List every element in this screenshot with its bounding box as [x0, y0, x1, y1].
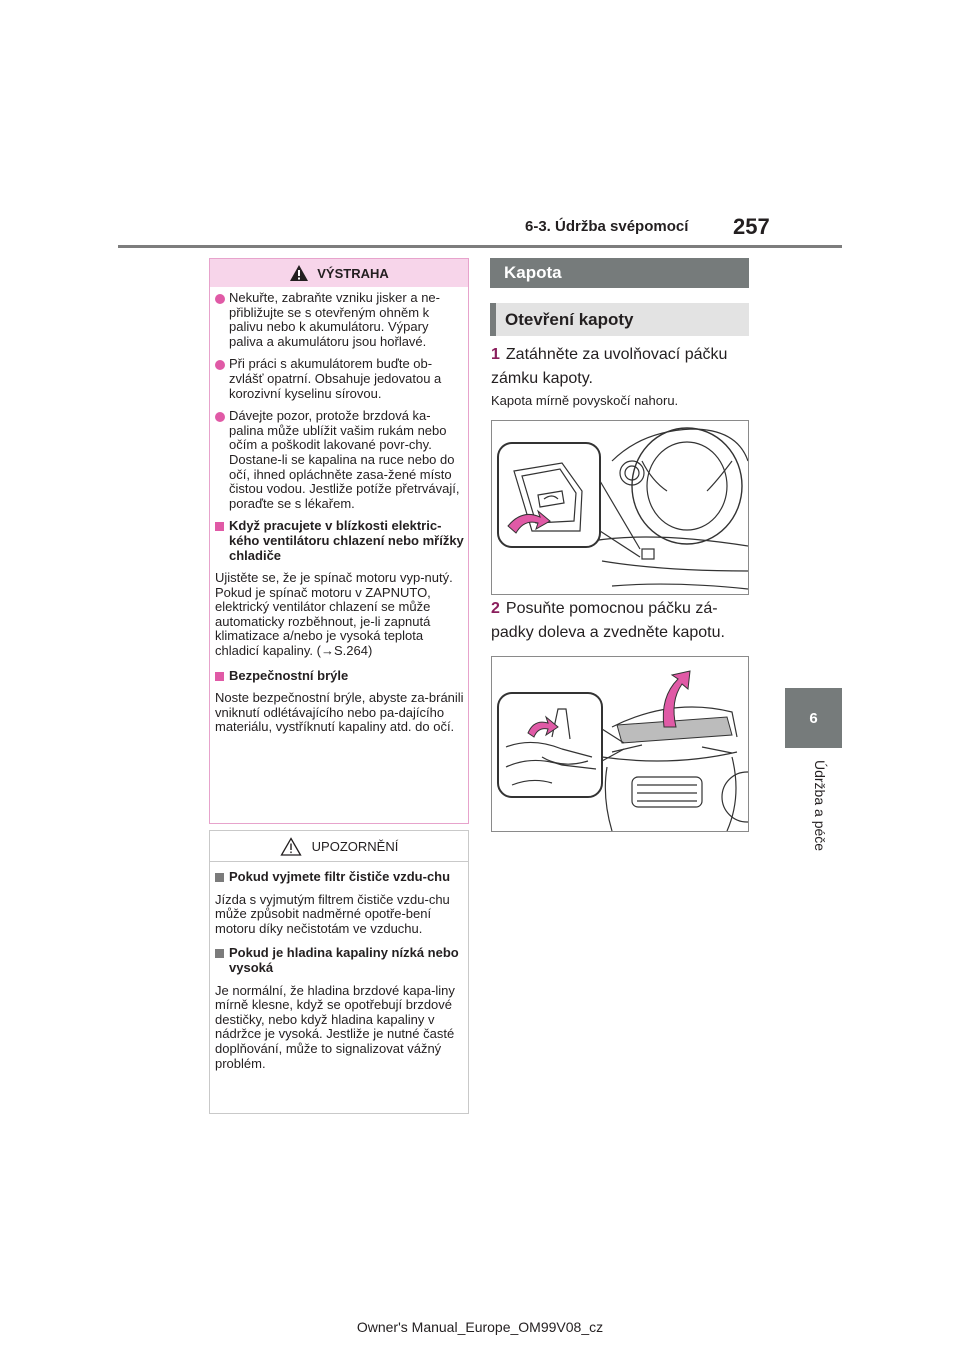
bullet-dot-icon — [215, 294, 225, 304]
caution-subsection-text: Je normální, že hladina brzdové kapa-liny mírně klesne, když se opotřebují brzdové destičky, nebo když hladina kapaliny v nádržce je vysoká. Jestliže je nutné časté doplňování, může to signalizovat vážný problém. — [215, 982, 455, 1071]
footer-doc-id: Owner's Manual_Europe_OM99V08_cz — [356, 1319, 604, 1335]
caution-title: UPOZORNĚNÍ — [311, 838, 399, 854]
page-number: 257 — [733, 214, 770, 239]
bullet-dot-icon — [215, 360, 225, 370]
warning-subsection-title: Bezpečnostní brýle — [215, 669, 464, 684]
caution-icon — [280, 837, 302, 856]
caution-subsection-title: Pokud je hladina kapaliny nízká nebo vysoká — [215, 946, 464, 975]
warning-item: Dávejte pozor, protože brzdová ka-palina může ublížit vašim rukám nebo očím a poškodit lakované povr-chy. Dostane-li se kapalina na ruce nebo do očí, ihned opláchněte zasa-žené místo čistou vodou. Jestliže potíže přetrvávají, poraďte se s lékařem. — [215, 409, 464, 511]
warning-header — [210, 259, 468, 287]
hood-lift-drawing — [492, 657, 748, 831]
bullet-square-icon — [215, 522, 224, 531]
caution-subsection-title: Pokud vyjmete filtr čističe vzdu-chu — [215, 870, 464, 885]
step-number: 1 — [491, 346, 500, 363]
hood-release-illustration — [491, 420, 749, 595]
warning-subsection-text: Noste bezpečnostní brýle, abyste za-bránili vniknutí odlétávajícího nebo pa-dajícího materiálu, vystříknutí kapaliny atd. do očí. — [215, 690, 464, 735]
warning-item: Při práci s akumulátorem buďte ob-zvlášť opatrní. Obsahuje jedovatou a korozivní kyselinu sírovou. — [215, 357, 464, 401]
step-text: Posuňte pomocnou páčku zá-padky doleva a zvedněte kapotu. — [491, 600, 725, 641]
subsection-heading: Otevření kapoty — [490, 303, 749, 336]
caution-subsection-text: Jízda s vyjmutým filtrem čističe vzdu-chu může způsobit nadměrné opotře-bení motoru díky nečistotám ve vzduchu. — [215, 891, 450, 936]
step-note: Kapota mírně povyskočí nahoru. — [491, 393, 679, 408]
hood-release-drawing — [492, 421, 748, 594]
warning-icon — [289, 264, 309, 282]
caution-header — [210, 831, 468, 862]
chapter-title: Údržba a péče — [812, 760, 828, 852]
bullet-square-icon — [215, 672, 224, 681]
section-heading: Kapota — [490, 258, 749, 288]
bullet-square-icon — [215, 949, 224, 958]
warning-subsection-text: Ujistěte se, že je spínač motoru vyp-nutý. Pokud je spínač motoru v ZAPNUTO, elektrický ventilátor chlazení se může automaticky rozběhnout, je-li zapnutá klimatizace a/nebo je vysoká teplota chladicí kapaliny. (→S.264) — [215, 570, 453, 659]
step-number: 2 — [491, 600, 500, 617]
bullet-square-icon — [215, 873, 224, 882]
warning-subsection-title: Když pracujete v blízkosti elektric-kého ventilátoru chlazení nebo mřížky chladiče — [215, 519, 464, 563]
bullet-dot-icon — [215, 412, 225, 422]
step-2 — [491, 597, 756, 645]
step-text: Zatáhněte za uvolňovací páčku zámku kapoty. — [491, 346, 728, 387]
step-1 — [491, 343, 756, 391]
caution-box — [209, 830, 469, 1114]
header-divider — [118, 245, 842, 248]
section-title: 6-3. Údržba svépomocí — [525, 218, 689, 235]
chapter-tab: 6 — [785, 688, 842, 748]
warning-title: VÝSTRAHA — [317, 265, 389, 281]
warning-box — [209, 258, 469, 824]
hood-lift-illustration — [491, 656, 749, 832]
warning-item: Nekuřte, zabraňte vzniku jisker a ne-přibližujte se s otevřeným ohněm k palivu nebo k akumulátoru. Výpary paliva a akumulátoru jsou hořlavé. — [215, 291, 464, 349]
